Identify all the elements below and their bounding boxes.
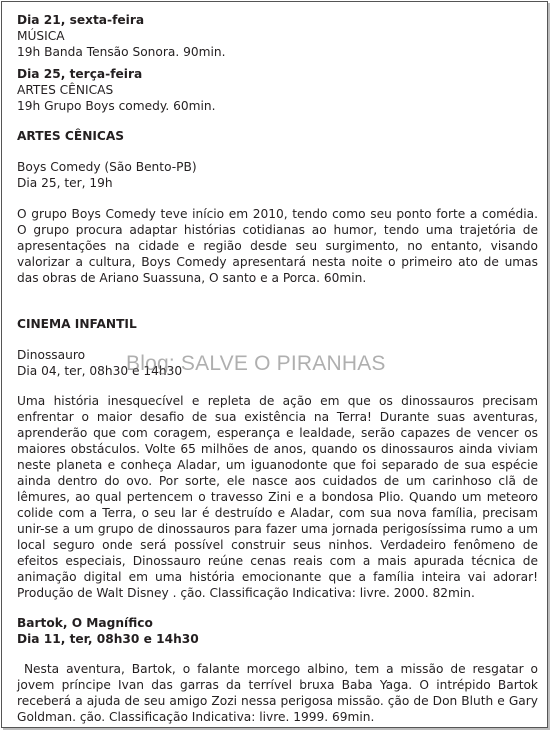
schedule-entry-2 bbox=[17, 66, 538, 114]
event-when: Dia 25, ter, 19h bbox=[17, 176, 113, 190]
section-heading: ARTES CÊNICAS bbox=[17, 129, 125, 143]
artes-cenicas-section bbox=[17, 128, 538, 286]
cinema-infantil-section bbox=[17, 316, 538, 725]
event-title: Boys Comedy (São Bento-PB) bbox=[17, 160, 197, 174]
schedule-event: 19h Grupo Boys comedy. 60min. bbox=[17, 99, 216, 113]
schedule-category: MÚSICA bbox=[17, 29, 65, 43]
section-heading: CINEMA INFANTIL bbox=[17, 317, 137, 331]
schedule-date: Dia 25, terça-feira bbox=[17, 67, 143, 81]
schedule-entry-1 bbox=[17, 12, 538, 60]
schedule-event: 19h Banda Tensão Sonora. 90min. bbox=[17, 45, 226, 59]
film-title: Bartok, O Magnífico bbox=[17, 616, 153, 630]
film-description: Uma história inesquecível e repleta de ação em que os dinossauros precisam enfrentar o maior desafio de sua existência na Terra! Durante suas aventuras, aprenderão que com coragem, esperança e lealdade, serão capazes de vencer os maiores obstáculos. Volte 65 milhões de anos, quando os dinossauros ainda viviam neste planeta e conheça Aladar, um iguanodonte que foi separado de sua espécie ainda dentro do ovo. Por sorte, ele nasce aos cuidados de um carinhoso clã de lêmures, ao qual pertencem o travesso Zini e a bondosa Plio. Quando um meteoro colide com a Terra, o seu lar é destruído e Aladar, com sua nova família, precisam unir-se a um grupo de dinossauros para fazer uma jornada perigosíssima rumo a um local seguro onde será possível construir seus ninhos. Verdadeiro fenômeno de efeitos especiais, Dinossauro reúne cenas reais com a mais apurada técnica de animação digital em uma história emocionante que a família inteira vai adorar! Produção de Walt Disney . ção. Classificação Indicativa: livre. 2000. 82min. bbox=[17, 394, 538, 600]
event-description: O grupo Boys Comedy teve início em 2010, tendo como seu ponto forte a comédia. O grupo procura adaptar histórias cotidianas ao humor, tendo uma trajetória de apresentações na cidade e região desde seu surgimento, no entanto, visando valorizar a cultura, Boys Comedy apresentará nesta noite o primeiro ato de umas das obras de Ariano Suassuna, O santo e a Porca. 60min. bbox=[17, 207, 538, 285]
schedule-category: ARTES CÊNICAS bbox=[17, 83, 114, 97]
schedule-date: Dia 21, sexta-feira bbox=[17, 13, 145, 27]
film-description: Nesta aventura, Bartok, o falante morcego albino, tem a missão de resgatar o jovem príncipe Ivan das garras da terrível bruxa Baba Yaga. O intrépido Bartok receberá a ajuda de seu amigo Zozi nessa perigosa missão. ção de Don Bluth e Gary Goldman. ção. Classificação Indicativa: livre. 1999. 69min. bbox=[17, 662, 538, 724]
film-when: Dia 04, ter, 08h30 e 14h30 bbox=[17, 364, 183, 378]
film-when: Dia 11, ter, 08h30 e 14h30 bbox=[17, 632, 199, 646]
blog-watermark: Blog: SALVE O PIRANHAS bbox=[126, 352, 386, 375]
film-title: Dinossauro bbox=[17, 348, 86, 362]
